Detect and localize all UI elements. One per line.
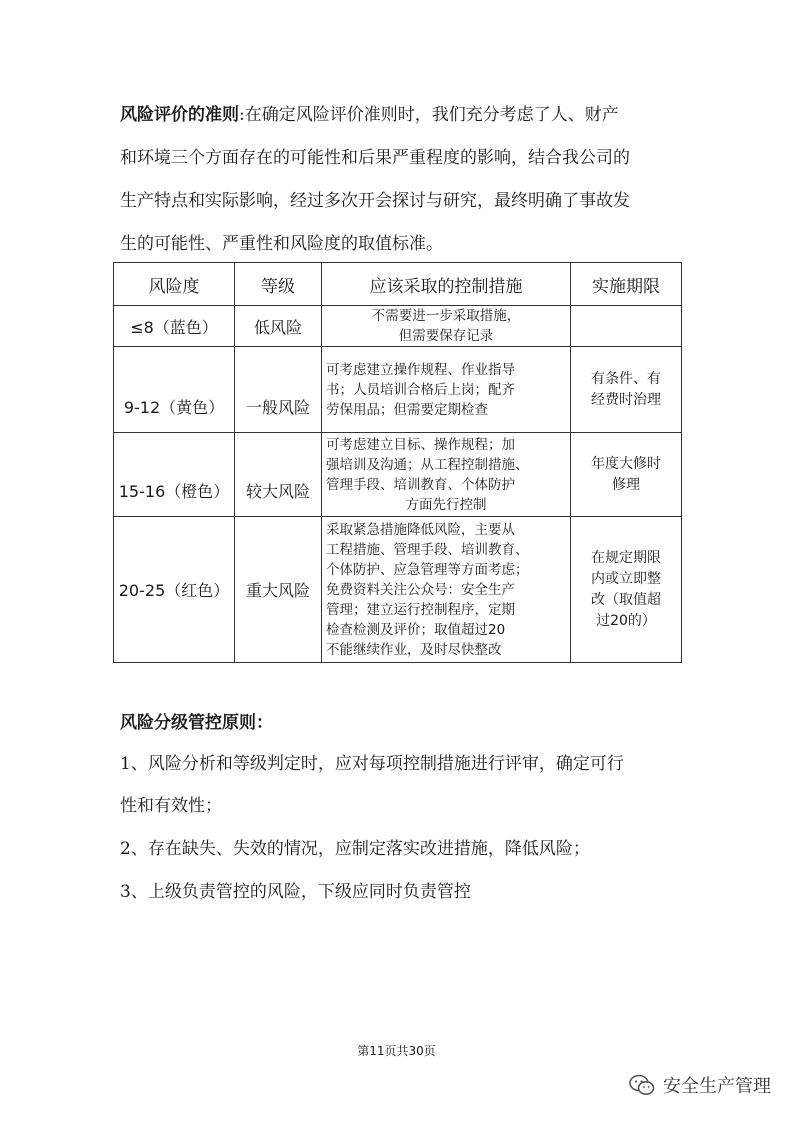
intro-line-4: 生的可能性、严重性和风险度的取值标准。 [120, 234, 443, 254]
header-level: 等级 [235, 263, 322, 306]
period-line: 在规定期限 [591, 549, 661, 566]
measure-line: 书；人员培训合格后上岗；配齐 [326, 381, 515, 398]
page-number: 第11页共30页 [357, 1044, 436, 1058]
cell-degree: 20-25（红色） [114, 517, 235, 663]
period-line: 年度大修时 [591, 455, 661, 472]
principle-item-1-cont: 性和有效性； [120, 796, 222, 816]
period-line: 改（取值超 [591, 591, 661, 608]
header-measures: 应该采取的控制措施 [322, 263, 571, 306]
measure-line: 方面先行控制 [405, 496, 487, 513]
measure-line: 免费资料关注公众号：安全生产 [326, 581, 515, 598]
cell-measures [322, 433, 571, 517]
measure-line: 工程措施、管理手段、培训教育、 [326, 541, 529, 558]
intro-line-3: 生产特点和实际影响，经过多次开会探讨与研究，最终明确了事故发 [120, 191, 630, 211]
cell-period [571, 347, 682, 433]
cell-level: 较大风险 [235, 433, 322, 517]
intro-line-1 [120, 98, 690, 133]
table-row [114, 306, 682, 347]
cell-degree: 9-12（黄色） [114, 347, 235, 433]
measure-line: 不能继续作业，及时尽快整改 [326, 641, 502, 658]
cell-level: 重大风险 [235, 517, 322, 663]
cell-degree: ≤8（蓝色） [114, 306, 235, 347]
cell-period [571, 433, 682, 517]
period-line: 修理 [612, 476, 640, 493]
measure-line: 采取紧急措施降低风险，主要从 [326, 521, 515, 538]
cell-measures [322, 517, 571, 663]
table-row [114, 347, 682, 433]
period-line: 有条件、有 [591, 370, 661, 387]
risk-table [113, 262, 682, 663]
measure-line: 劳保用品；但需要定期检查 [326, 401, 488, 418]
table-row [114, 517, 682, 663]
principle-item-3: 3、上级负责管控的风险，下级应同时负责管控 [120, 882, 471, 902]
measure-line: 管理手段、培训教育、个体防护 [326, 476, 515, 493]
intro-line-2: 和环境三个方面存在的可能性和后果严重程度的影响，结合我公司的 [120, 148, 630, 168]
cell-measures [322, 347, 571, 433]
measure-line: 管理；建立运行控制程序，定期 [326, 601, 515, 618]
intro-text-1: 在确定风险评价准则时，我们充分考虑了人、财产 [244, 105, 619, 125]
principles-title: 风险分级管控原则： [120, 713, 273, 733]
cell-level: 一般风险 [235, 347, 322, 433]
wechat-icon [629, 1074, 655, 1096]
measure-line: 但需要保存记录 [398, 328, 494, 344]
cell-measures [322, 306, 571, 347]
principle-item-2: 2、存在缺失、失效的情况，应制定落实改进措施，降低风险； [120, 839, 590, 859]
principle-item-1: 1、风险分析和等级判定时，应对每项控制措施进行评审，确定可行 [120, 754, 624, 774]
measure-line: 可考虑建立操作规程、作业指导 [326, 361, 515, 378]
measure-line: 个体防护、应急管理等方面考虑； [326, 561, 529, 578]
cell-degree: 15-16（橙色） [114, 433, 235, 517]
watermark-text: 安全生产管理 [663, 1076, 771, 1097]
measure-line: 强培训及沟通；从工程控制措施、 [326, 456, 529, 473]
cell-period [571, 306, 682, 347]
watermark [629, 1072, 771, 1098]
measure-line: 不需要进一步采取措施， [371, 308, 521, 324]
cell-period [571, 517, 682, 663]
header-period: 实施期限 [571, 263, 682, 306]
measure-line: 检查检测及评价；取值超过20 [326, 621, 506, 638]
period-line: 过20的） [596, 612, 656, 629]
measure-line: 可考虑建立目标、操作规程；加 [326, 436, 515, 453]
table-row [114, 433, 682, 517]
header-degree: 风险度 [114, 263, 235, 306]
cell-level: 低风险 [235, 306, 322, 347]
table-header-row [114, 263, 682, 306]
period-line: 内或立即整 [591, 570, 661, 587]
intro-sep: : [239, 105, 245, 125]
period-line: 经费时治理 [591, 391, 661, 408]
intro-label: 风险评价的准则 [120, 105, 239, 125]
